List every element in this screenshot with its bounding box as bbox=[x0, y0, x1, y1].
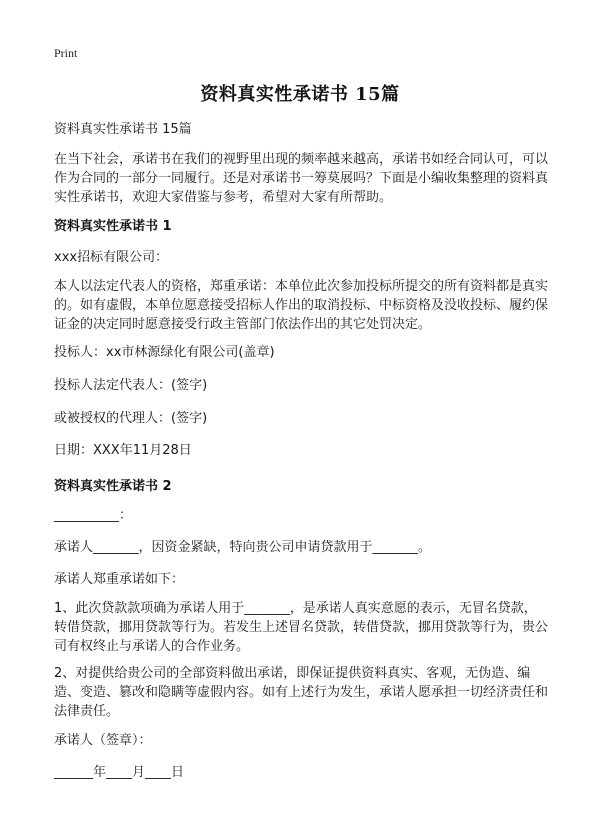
section-2-addressee: __________： bbox=[54, 508, 133, 523]
section-1-body: 本人以法定代表人的资格，郑重承诺：本单位此次参加投标所提交的所有资料都是真实的。如有虚假，本单位愿意接受招标人作出的取消投标、中标资格及没收投标、履约保证金的决定同时愿意接受行政主管部门依法作出的其它处罚决定。 bbox=[54, 279, 549, 332]
section-2-signature: 承诺人（签章）： bbox=[54, 733, 152, 748]
section-1-addressee: xxx招标有限公司： bbox=[54, 250, 169, 265]
section-2-line-2: 承诺人郑重承诺如下： bbox=[54, 572, 185, 587]
section-2-heading: 资料真实性承诺书 2 bbox=[54, 479, 172, 494]
section-1-bidder: 投标人：xx市林源绿化有限公司(盖章) bbox=[54, 345, 275, 360]
section-2-item-2: 2、对提供给贵公司的全部资料做出承诺，即保证提供资料真实、客观，无伪造、编造、变造、篡改和隐瞒等虚假内容。如有上述行为发生，承诺人愿承担一切经济责任和法律责任。 bbox=[54, 666, 549, 719]
print-label: Print bbox=[54, 46, 78, 60]
document-subtitle: 资料真实性承诺书 15篇 bbox=[54, 122, 192, 137]
section-1-legal-rep: 投标人法定代表人：(签字) bbox=[54, 378, 208, 393]
section-2-item-1: 1、此次贷款款项确为承诺人用于_______，是承诺人真实意愿的表示，无冒名贷款，转借贷款，挪用贷款等行为。若发生上述冒名贷款，转借贷款，挪用贷款等行为，贵公司有权终止与承诺人的合作业务。 bbox=[54, 601, 549, 654]
intro-paragraph: 在当下社会，承诺书在我们的视野里出现的频率越来越高，承诺书如经合同认可，可以作为合同的一部分一同履行。还是对承诺书一筹莫展吗？下面是小编收集整理的资料真实性承诺书，欢迎大家借鉴与参考，希望对大家有所帮助。 bbox=[54, 152, 549, 205]
section-1-agent: 或被授权的代理人：(签字) bbox=[54, 411, 208, 426]
section-2-date-line: ______年____月____日 bbox=[54, 765, 185, 780]
section-2-line-1: 承诺人_______，因资金紧缺，特向贵公司申请贷款用于_______。 bbox=[54, 540, 432, 555]
section-1-date: 日期：XXX年11月28日 bbox=[54, 443, 192, 458]
document-title: 资料真实性承诺书 15篇 bbox=[200, 84, 400, 105]
section-1-heading: 资料真实性承诺书 1 bbox=[54, 219, 172, 234]
